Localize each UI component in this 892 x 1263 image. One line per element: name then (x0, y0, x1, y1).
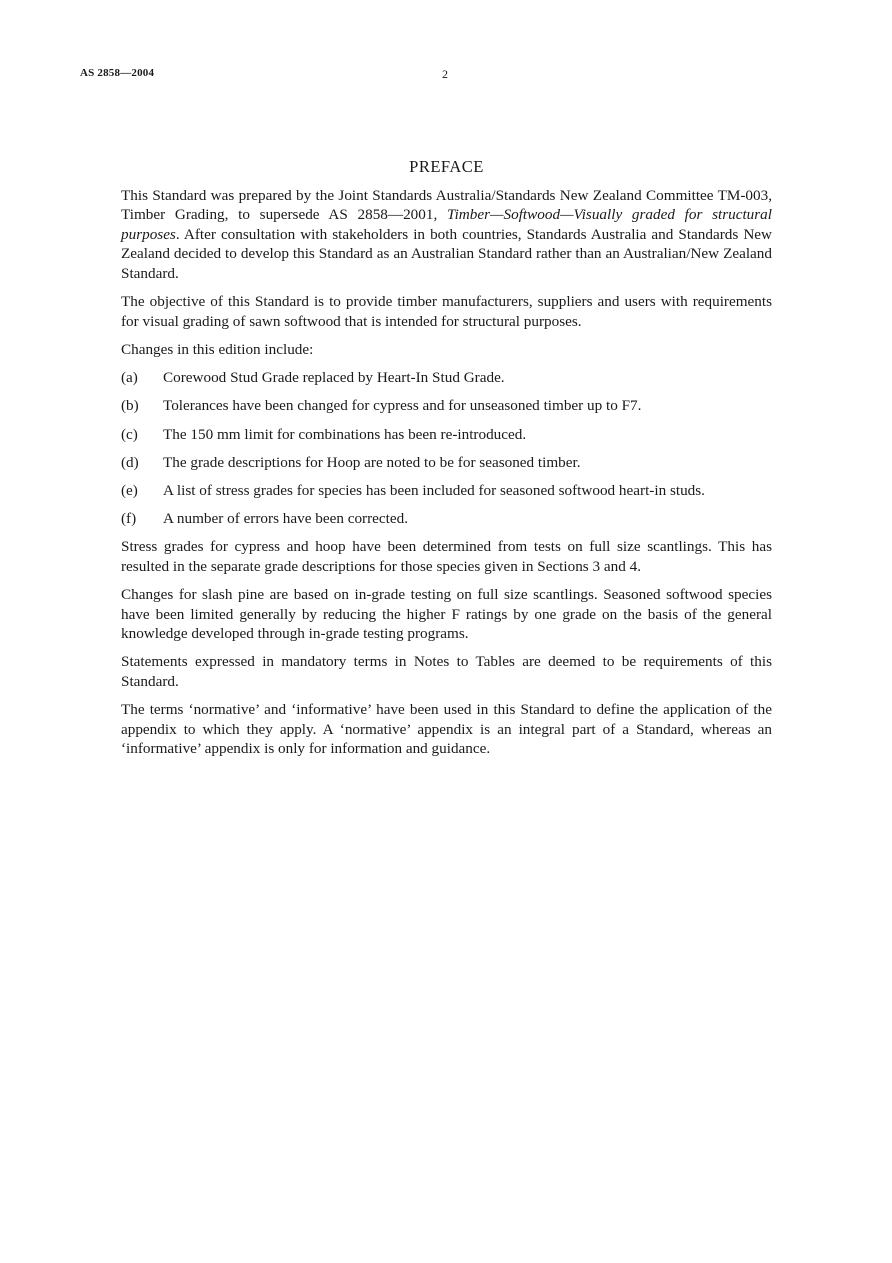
changes-list (121, 368, 772, 529)
list-item (121, 425, 772, 445)
list-item-text: A list of stress grades for species has been included for seasoned softwood heart-in studs. (163, 481, 705, 499)
page-number: 2 (442, 67, 448, 81)
slash-pine-paragraph: Changes for slash pine are based on in-grade testing on full size scantlings. Seasoned softwood species have been limited generally by reducing the higher F ratings by one grade on the basis of the general knowledge developed through in-grade testing programs. (121, 586, 772, 643)
list-marker: (e) (121, 481, 138, 499)
list-item (121, 481, 772, 501)
list-item-text: Tolerances have been changed for cypress and for unseasoned timber up to F7. (163, 397, 642, 415)
document-id: AS 2858—2004 (80, 67, 155, 79)
list-item (121, 396, 772, 416)
objective-paragraph: The objective of this Standard is to provide timber manufacturers, suppliers and users with requirements for visual grading of sawn softwood that is intended for structural purposes. (121, 293, 772, 330)
list-marker: (c) (121, 425, 138, 443)
list-marker: (b) (121, 397, 139, 415)
list-item-text: The 150 mm limit for combinations has been re-introduced. (163, 425, 527, 443)
normative-informative-paragraph: The terms ‘normative’ and ‘informative’ have been used in this Standard to define the application of the appendix to which they apply. A ‘normative’ appendix is an integral part of a Standard, whereas an ‘informative’ appendix is only for information and guidance. (121, 701, 772, 758)
stress-grades-paragraph: Stress grades for cypress and hoop have been determined from tests on full size scantlings. This has resulted in the separate grade descriptions for those species given in Sections 3 and 4. (121, 538, 772, 575)
list-item (121, 509, 772, 529)
preface-section (121, 157, 772, 768)
intro-paragraph (121, 186, 772, 284)
list-marker: (a) (121, 369, 138, 387)
changes-intro: Changes in this edition include: (121, 340, 314, 358)
intro-text-part1: This Standard was prepared by the Joint Standards Australia/Standards New Zealand Committee TM-003, Timber Grading, to supersede AS 2858—2001, (121, 186, 772, 224)
list-marker: (f) (121, 510, 137, 528)
list-item-text: A number of errors have been corrected. (163, 510, 408, 528)
list-item (121, 368, 772, 388)
list-marker: (d) (121, 453, 139, 471)
section-title: PREFACE (409, 157, 484, 176)
superseded-standard-title: Timber—Softwood—Visually graded for structural purposes (121, 206, 772, 243)
list-item (121, 453, 772, 473)
list-item-text: The grade descriptions for Hoop are noted to be for seasoned timber. (163, 453, 581, 471)
mandatory-terms-paragraph: Statements expressed in mandatory terms in Notes to Tables are deemed to be requirements of this Standard. (121, 653, 772, 690)
list-item-text: Corewood Stud Grade replaced by Heart-In Stud Grade. (163, 369, 505, 387)
intro-text-part2: . After consultation with stakeholders in both countries, Standards Australia and Standards New Zealand decided to develop this Standard as an Australian Standard rather than an Australian/New Zealand Standard. (121, 225, 772, 282)
